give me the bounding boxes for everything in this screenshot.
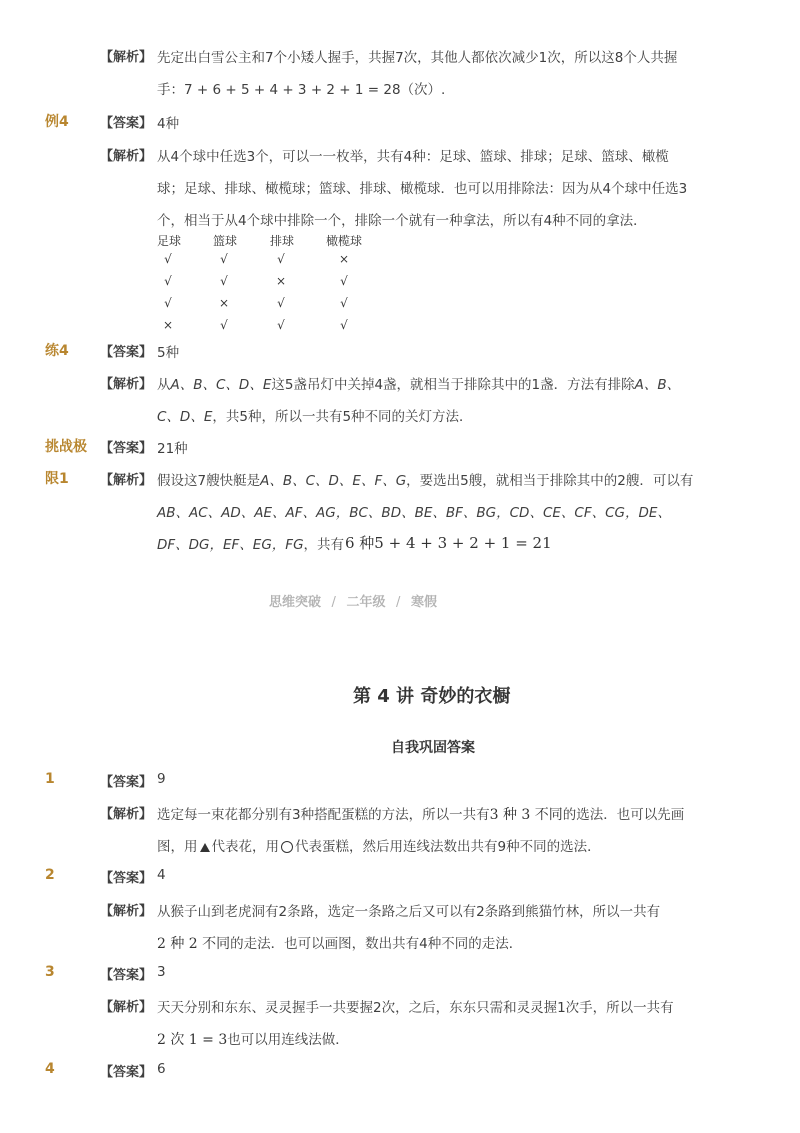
- table-cell: √: [164, 252, 172, 266]
- math-variables: A、B、C、D、E: [170, 377, 272, 393]
- analysis-label: 【解析】: [100, 377, 153, 392]
- table-header: 篮球: [213, 234, 238, 248]
- footer-text: 寒假: [410, 595, 437, 610]
- text-fragment: 假设这7艘快艇是: [157, 473, 261, 489]
- math-variables: A、B、: [634, 377, 681, 393]
- answer-value: 9: [157, 771, 166, 787]
- lecture-title: 第 4 讲 奇妙的衣橱: [353, 686, 511, 707]
- text-fragment: 代表蛋糕，然后用连线法数出共有9种不同的选法．: [295, 839, 601, 855]
- analysis-text-line: [157, 803, 684, 824]
- text-fragment: 这5盏吊灯中关掉4盏，就相当于排除其中的1盏．方法有排除: [271, 377, 635, 393]
- answer-label: 【答案】: [100, 968, 153, 983]
- question-number: 2: [45, 867, 55, 883]
- challenge-number: 限1: [45, 471, 69, 487]
- footer-text: 思维突破: [269, 595, 322, 610]
- analysis-text-line: [157, 469, 693, 489]
- answer-value: 3: [157, 964, 166, 980]
- math-expression: 3 种 3 不同: [489, 807, 563, 823]
- table-cell: √: [164, 296, 172, 310]
- analysis-label: 【解析】: [100, 904, 153, 919]
- analysis-text-line: 个，相当于从4个球中排除一个，排除一个就有一种拿法，所以有4种不同的拿法．: [157, 213, 647, 229]
- practice-number: 练4: [45, 343, 69, 359]
- question-number: 3: [45, 964, 55, 980]
- table-cell: √: [340, 274, 348, 288]
- page-footer: [269, 591, 437, 610]
- answer-value: 4种: [157, 116, 180, 132]
- table-header: 足球: [157, 234, 182, 248]
- analysis-text-line: [157, 405, 473, 425]
- analysis-text-line: 球；足球、排球、橄榄球；篮球、排球、橄榄球．也可以用排除法：因为从4个球中任选3: [157, 181, 688, 197]
- analysis-text-line: [157, 1028, 349, 1049]
- answer-label: 【答案】: [100, 116, 153, 131]
- math-variables: C、D、E: [157, 409, 213, 425]
- footer-text: 二年级: [346, 595, 386, 610]
- analysis-text-line: 手：7 + 6 + 5 + 4 + 3 + 2 + 1 = 28（次）.: [157, 82, 446, 98]
- analysis-text-line: [157, 373, 680, 393]
- table-cell: ×: [275, 274, 287, 288]
- text-fragment: 代表花，用: [211, 839, 279, 855]
- table-cell: √: [277, 318, 285, 332]
- analysis-label: 【解析】: [100, 1000, 153, 1015]
- math-expression: 2 种 2 不同: [157, 936, 231, 952]
- circle-icon: [281, 841, 293, 853]
- answer-label: 【答案】: [100, 1065, 153, 1080]
- question-number: 1: [45, 771, 55, 787]
- text-fragment: ，共5种，所以一共有5种不同的关灯方法．: [212, 409, 473, 425]
- text-fragment: 的选法．也可以先画: [562, 807, 685, 823]
- text-fragment: 选定每一束花都分别有3种搭配蛋糕的方法，所以一共有: [157, 807, 490, 823]
- table-cell: √: [340, 296, 348, 310]
- math-variables: DF、DG，EF、EG，FG: [157, 537, 304, 553]
- text-fragment: 也可以用连线法做．: [227, 1032, 349, 1048]
- text-fragment: ，要选出5艘，就相当于排除其中的2艘．可以有: [406, 473, 694, 489]
- question-number: 4: [45, 1061, 55, 1077]
- answer-label: 【答案】: [100, 345, 153, 360]
- table-cell: √: [340, 318, 348, 332]
- answer-value: 4: [157, 867, 166, 883]
- table-cell: ×: [338, 252, 350, 266]
- analysis-text-line: [157, 835, 601, 855]
- math-expression: 6 种5 + 4 + 3 + 2 + 1 = 21: [345, 534, 552, 552]
- math-expression: 2 次 1 = 3: [157, 1032, 228, 1048]
- footer-separator: /: [331, 595, 336, 610]
- analysis-text-line: 从4个球中任选3个，可以一一枚举，共有4种：足球、篮球、排球；足球、篮球、橄榄: [157, 149, 669, 165]
- analysis-text-line: AB、AC、AD、AE、AF、AG，BC、BD、BE、BF、BG，CD、CE、CF、CG，DE、: [157, 505, 671, 521]
- example-number: 例4: [45, 114, 69, 130]
- text-fragment: ，共有: [303, 537, 345, 553]
- table-cell: √: [220, 274, 228, 288]
- answer-label: 【答案】: [100, 441, 153, 456]
- triangle-icon: [200, 843, 210, 852]
- table-cell: √: [164, 274, 172, 288]
- analysis-label: 【解析】: [100, 473, 153, 488]
- analysis-label: 【解析】: [100, 149, 153, 164]
- analysis-text-line: 天天分别和东东、灵灵握手一共要握2次，之后，东东只需和灵灵握1次手，所以一共有: [157, 1000, 674, 1016]
- footer-separator: /: [396, 595, 401, 610]
- section-subtitle: 自我巩固答案: [391, 740, 475, 756]
- answer-value: 6: [157, 1061, 166, 1077]
- analysis-text-line: [157, 533, 344, 553]
- analysis-text-line: 先定出白雪公主和7个小矮人握手，共握7次，其他人都依次减少1次，所以这8个人共握: [157, 50, 678, 66]
- text-fragment: 的走法．也可以画图，数出共有4种不同的走法．: [230, 936, 523, 952]
- table-cell: √: [277, 296, 285, 310]
- analysis-text-line: [157, 932, 522, 953]
- answer-label: 【答案】: [100, 775, 153, 790]
- text-fragment: 图，用: [157, 839, 198, 855]
- answer-value: 21种: [157, 441, 188, 457]
- analysis-text-line: 从猴子山到老虎洞有2条路，选定一条路之后又可以有2条路到熊猫竹林，所以一共有: [157, 904, 661, 920]
- table-header: 排球: [270, 234, 295, 248]
- table-cell: √: [277, 252, 285, 266]
- analysis-label: 【解析】: [100, 807, 153, 822]
- table-cell: √: [220, 318, 228, 332]
- table-cell: ×: [218, 296, 230, 310]
- challenge-number: 挑战极: [45, 439, 87, 455]
- table-cell: √: [220, 252, 228, 266]
- analysis-label: 【解析】: [100, 50, 153, 65]
- answer-label: 【答案】: [100, 871, 153, 886]
- text-fragment: 从: [157, 377, 171, 393]
- answer-value: 5种: [157, 345, 180, 361]
- table-header: 橄榄球: [326, 234, 363, 248]
- table-cell: ×: [162, 318, 174, 332]
- math-variables: A、B、C、D、E、F、G: [260, 473, 407, 489]
